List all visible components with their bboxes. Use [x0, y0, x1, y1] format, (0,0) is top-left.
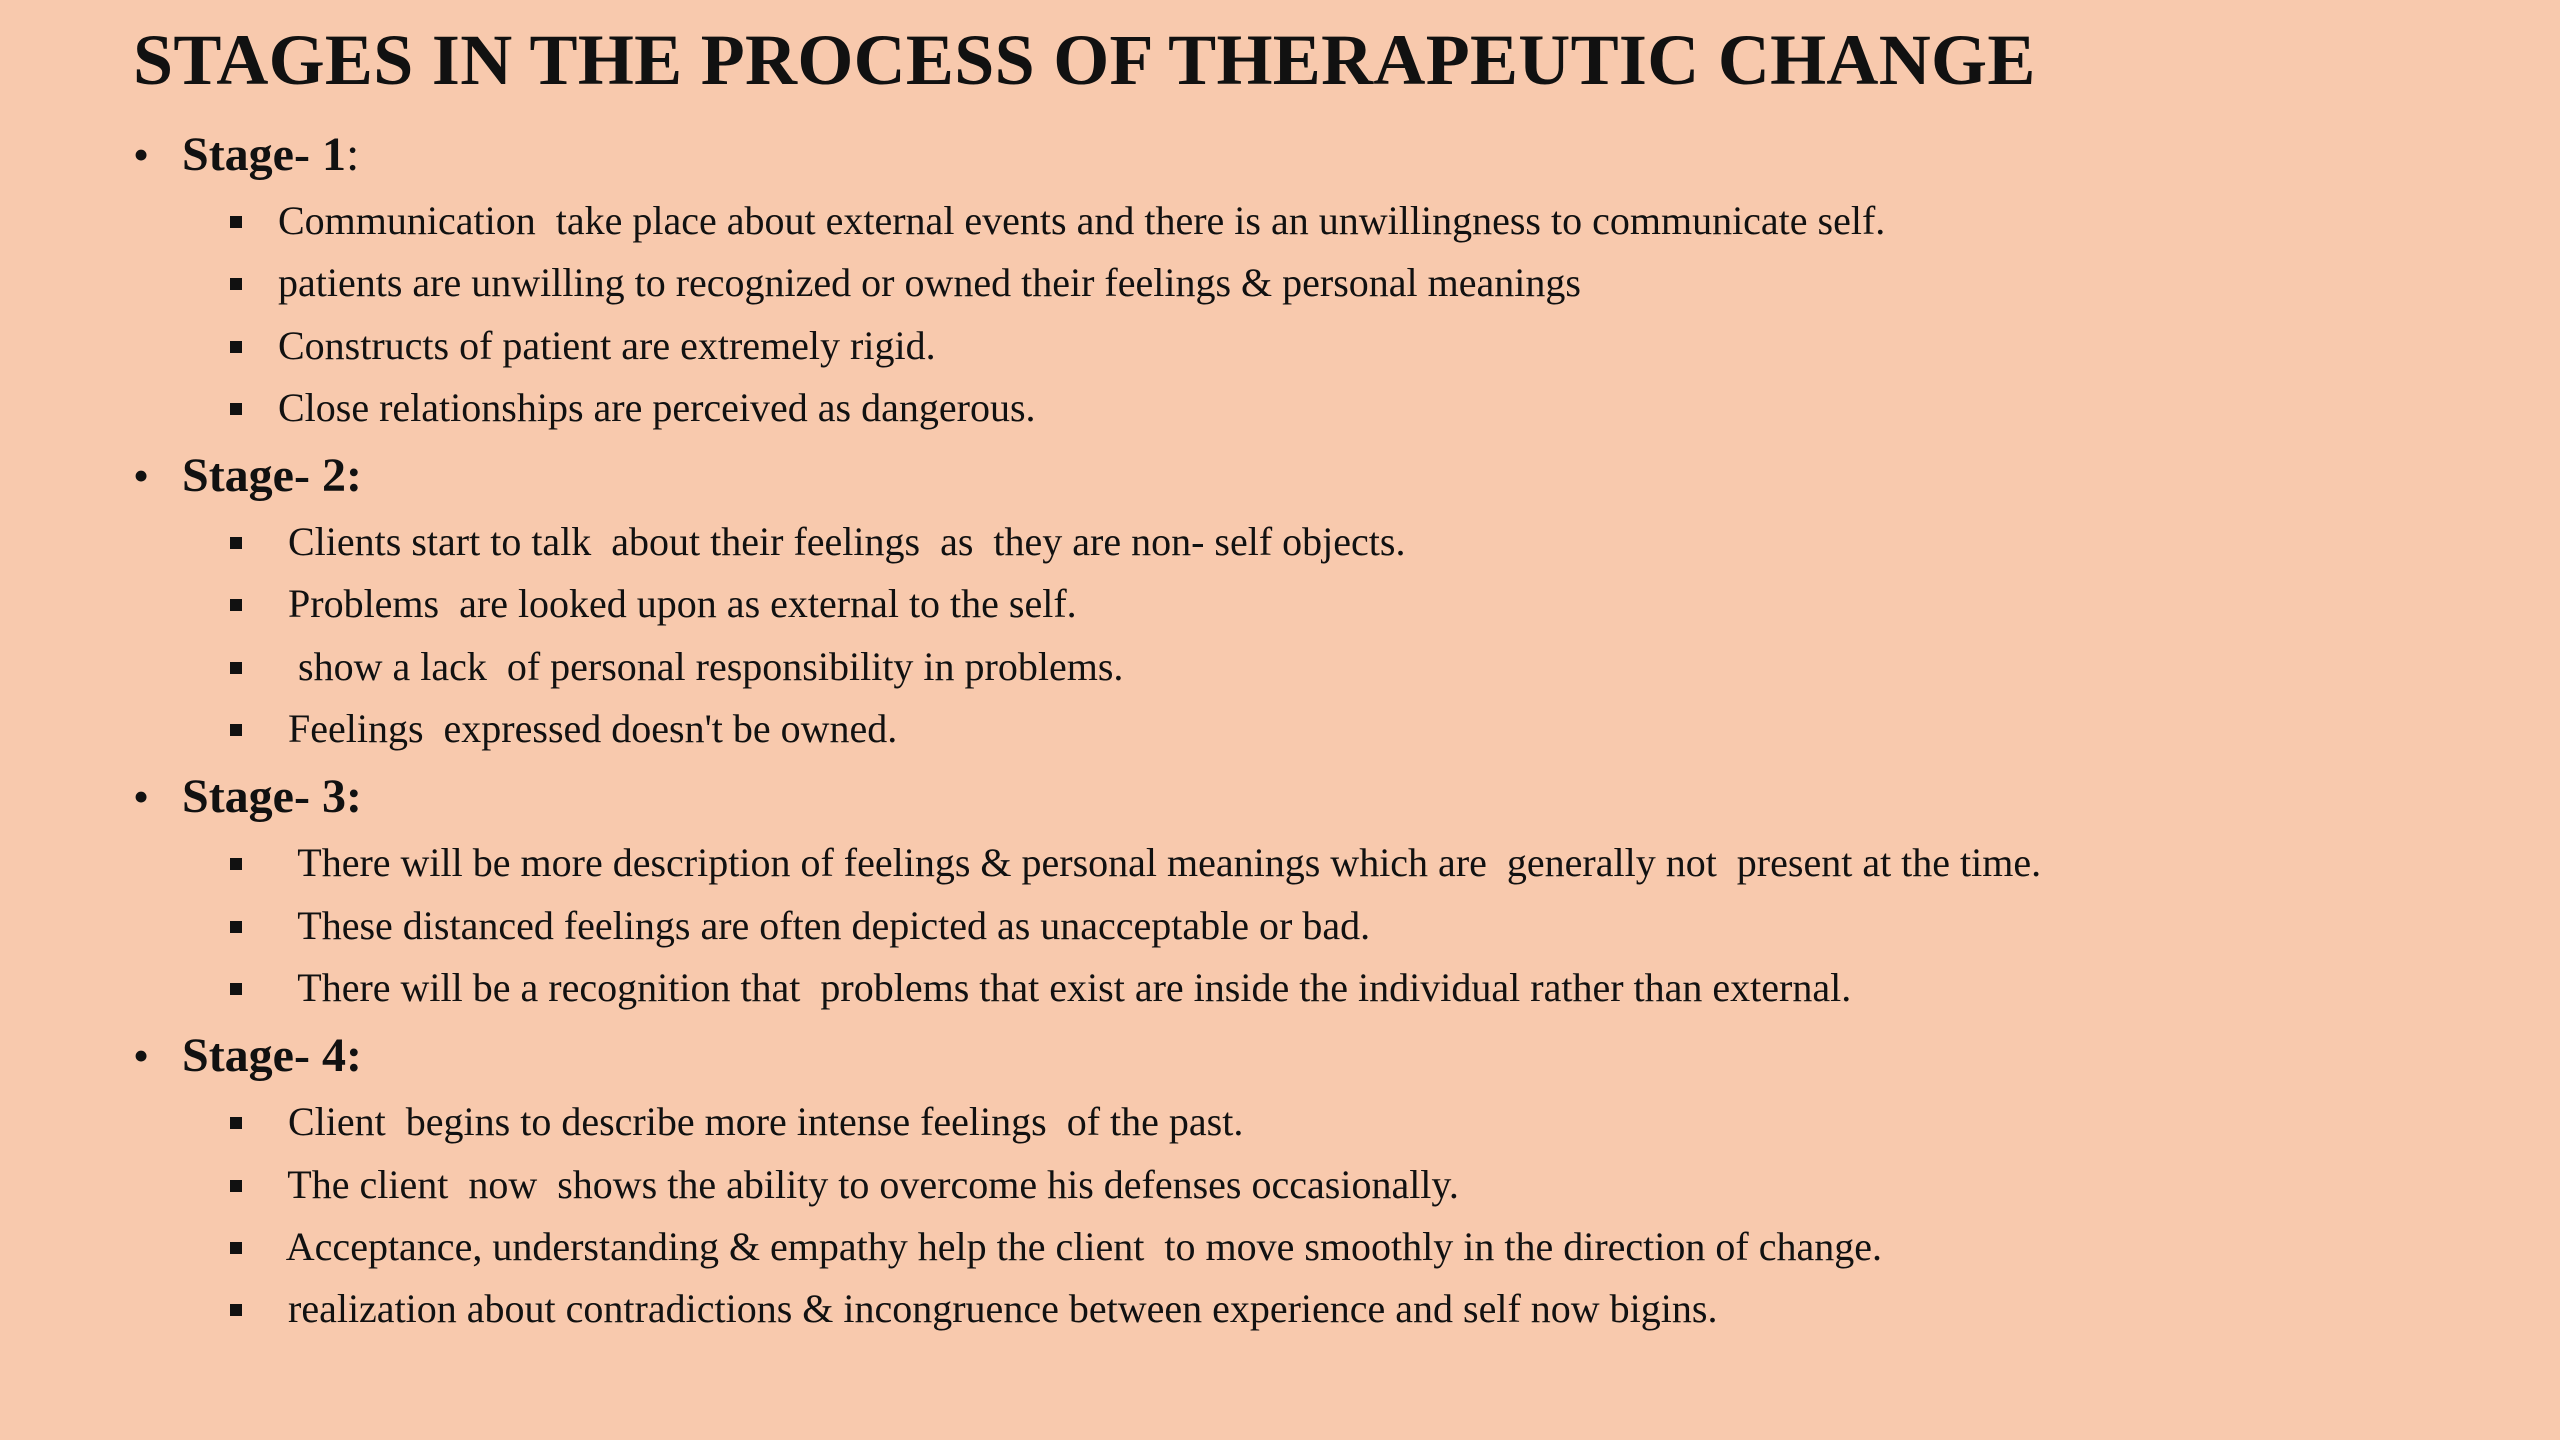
point-text: Constructs of patient are extremely rigid. [278, 322, 936, 368]
list-item [230, 190, 2560, 252]
square-bullet-icon [230, 341, 242, 353]
square-bullet-icon [230, 599, 242, 611]
point-text: These distanced feelings are often depicted as unacceptable or bad. [278, 902, 1371, 948]
list-item [230, 511, 2560, 573]
point-text: Problems are looked upon as external to the self. [278, 581, 1077, 627]
square-bullet-icon [230, 278, 242, 290]
stage-heading [182, 762, 2560, 832]
square-bullet-icon [230, 537, 242, 549]
point-text: Client begins to describe more intense feelings of the past. [278, 1099, 1244, 1145]
point-text: There will be more description of feelings & personal meanings which are generally not present at the time. [278, 840, 2042, 886]
list-item [230, 832, 2560, 894]
slide-title: STAGES IN THE PROCESS OF THERAPEUTIC CHANGE [133, 20, 2036, 100]
stage-heading [182, 1021, 2560, 1091]
stage-2 [133, 441, 2560, 760]
stage-label: Stage- 2: [182, 449, 362, 503]
stage-3 [133, 762, 2560, 1019]
list-item [230, 1091, 2560, 1153]
stage-points [230, 832, 2560, 1019]
list-item [230, 698, 2560, 760]
square-bullet-icon [230, 983, 242, 995]
square-bullet-icon [230, 1242, 242, 1254]
round-bullet-icon: • [133, 129, 150, 180]
point-text: Clients start to talk about their feelings as they are non- self objects. [278, 519, 1406, 565]
list-item [230, 1278, 2560, 1340]
list-item [230, 573, 2560, 635]
list-item [230, 377, 2560, 439]
square-bullet-icon [230, 1304, 242, 1316]
stage-points [230, 1091, 2560, 1340]
stage-label: Stage- 4: [182, 1029, 362, 1083]
stage-label-suffix: : [345, 128, 360, 181]
stage-1 [133, 120, 2560, 439]
square-bullet-icon [230, 1180, 242, 1192]
stage-heading [182, 441, 2560, 511]
point-text: The client now shows the ability to overcome his defenses occasionally. [278, 1161, 1459, 1207]
list-item [230, 315, 2560, 377]
point-text: Feelings expressed doesn't be owned. [278, 706, 898, 752]
list-item [230, 1154, 2560, 1216]
round-bullet-icon: • [133, 771, 150, 823]
square-bullet-icon [230, 216, 242, 228]
list-item [230, 895, 2560, 957]
point-text: Acceptance, understanding & empathy help the client to move smoothly in the direction of change. [278, 1223, 1882, 1269]
stage-label: Stage- 1 [182, 128, 346, 181]
point-text: Close relationships are perceived as dangerous. [278, 384, 1036, 430]
list-item [230, 957, 2560, 1019]
square-bullet-icon [230, 921, 242, 933]
square-bullet-icon [230, 724, 242, 736]
square-bullet-icon [230, 858, 242, 870]
stage-4 [133, 1021, 2560, 1340]
square-bullet-icon [230, 662, 242, 674]
point-text: There will be a recognition that problems that exist are inside the individual rather than external. [278, 964, 1852, 1010]
stage-heading [182, 120, 2560, 190]
point-text: Communication take place about external events and there is an unwillingness to communicate self. [278, 198, 1886, 243]
square-bullet-icon [230, 403, 242, 415]
point-text: show a lack of personal responsibility in problems. [278, 643, 1124, 689]
list-item [230, 1216, 2560, 1278]
list-item [230, 636, 2560, 698]
round-bullet-icon: • [133, 1030, 150, 1082]
square-bullet-icon [230, 1117, 242, 1129]
stage-label: Stage- 3: [182, 770, 362, 824]
point-text: realization about contradictions & incongruence between experience and self now bigins. [278, 1286, 1718, 1332]
stage-points [230, 511, 2560, 760]
list-item [230, 252, 2560, 314]
point-text: patients are unwilling to recognized or owned their feelings & personal meanings [278, 260, 1581, 306]
stage-list [133, 120, 2560, 1340]
round-bullet-icon: • [133, 450, 150, 502]
stage-points [230, 190, 2560, 439]
